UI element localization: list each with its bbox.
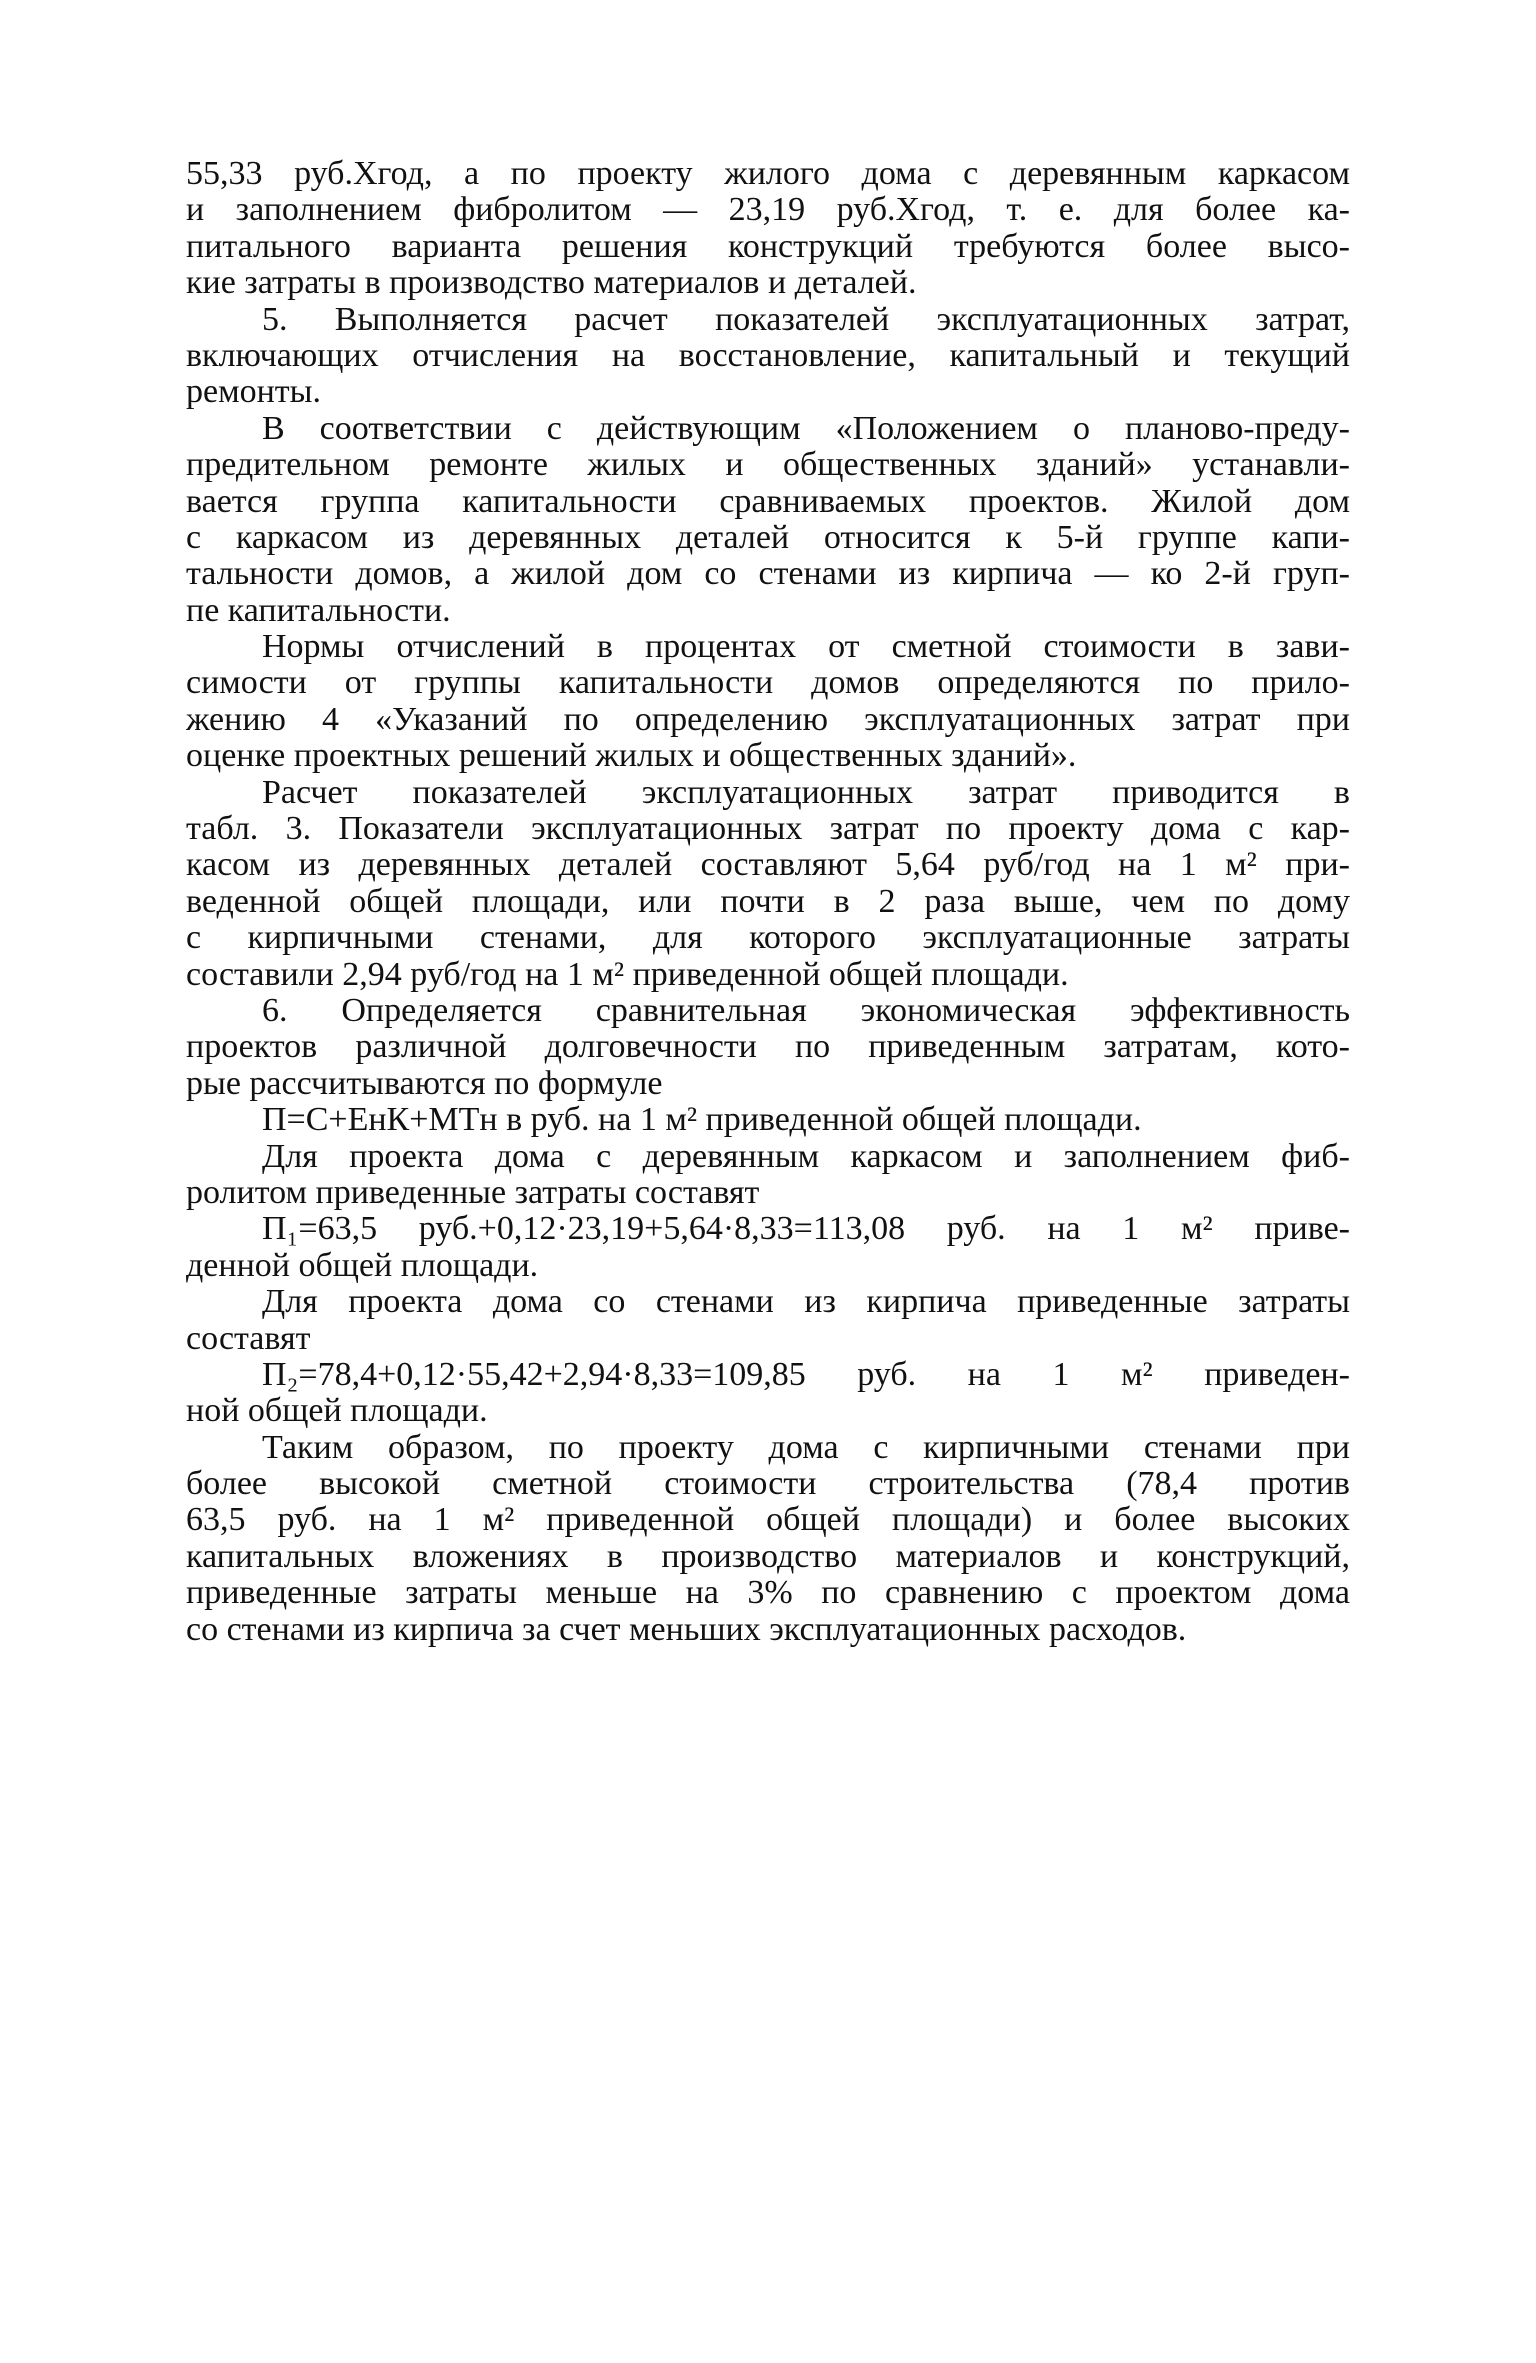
text-line: табл. 3. Показатели эксплуатационных затрат по проекту дома с кар- [186, 811, 1350, 848]
text-line: с кирпичными стенами, для которого эксплуатационные затраты [186, 920, 1350, 957]
text-line: веденной общей площади, или почти в 2 раза выше, чем по дому [186, 883, 1350, 920]
text-line: пе капитальности. [186, 592, 451, 629]
text-line: Расчет показателей эксплуатационных затрат приводится в [262, 774, 1350, 811]
formula-line: ной общей площади. [186, 1393, 488, 1430]
text-line: Для проекта дома с деревянным каркасом и заполнением фиб- [262, 1138, 1350, 1175]
text-line: с каркасом из деревянных деталей относится к 5-й группе капи- [186, 519, 1350, 556]
text-line: кие затраты в производство материалов и деталей. [186, 265, 917, 302]
text-line: 5. Выполняется расчет показателей эксплуатационных затрат, [262, 301, 1350, 338]
text-line: 55,33 руб.Хгод, а по проекту жилого дома с деревянным каркасом [186, 156, 1350, 192]
text-line: составят [186, 1320, 311, 1357]
text-line: ремонты. [186, 374, 322, 411]
formula-line: П₁=63,5 руб.+0,12·23,19+5,64·8,33=113,08 руб. на 1 м² приве- [262, 1211, 1350, 1248]
text-line: 63,5 руб. на 1 м² приведенной общей площади) и более высоких [186, 1502, 1350, 1539]
text-line: проектов различной долговечности по приведенным затратам, кото- [186, 1029, 1350, 1066]
text-line: включающих отчисления на восстановление, капитальный и текущий [186, 337, 1350, 374]
formula-line: П=С+ЕнК+МТн в руб. на 1 м² приведенной общей площади. [262, 1102, 1142, 1139]
text-line: вается группа капитальности сравниваемых проектов. Жилой дом [186, 483, 1350, 520]
text-line: оценке проектных решений жилых и общественных зданий». [186, 738, 1077, 775]
text-line: приведенные затраты меньше на 3% по сравнению с проектом дома [186, 1575, 1350, 1612]
text-line: капитальных вложениях в производство материалов и конструкций, [186, 1538, 1350, 1575]
formula-line: П₂=78,4+0,12·55,42+2,94·8,33=109,85 руб. на 1 м² приведен- [262, 1356, 1350, 1393]
text-line: 6. Определяется сравнительная экономическая эффективность [262, 992, 1350, 1029]
text-line: предительном ремонте жилых и общественных зданий» устанавли- [186, 447, 1350, 484]
text-line: питального варианта решения конструкций требуются более высо- [186, 228, 1350, 265]
text-line: симости от группы капитальности домов определяются по прило- [186, 665, 1350, 702]
text-line: жению 4 «Указаний по определению эксплуатационных затрат при [186, 701, 1350, 738]
text-line: Для проекта дома со стенами из кирпича приведенные затраты [262, 1284, 1350, 1321]
text-line: В соответствии с действующим «Положением о планово-преду- [262, 410, 1350, 447]
text-line: Таким образом, по проекту дома с кирпичными стенами при [262, 1429, 1350, 1466]
text-line: Нормы отчислений в процентах от сметной стоимости в зави- [262, 629, 1350, 666]
formula-line: денной общей площади. [186, 1247, 539, 1284]
text-line: более высокой сметной стоимости строительства (78,4 против [186, 1466, 1350, 1503]
text-line: касом из деревянных деталей составляют 5,64 руб/год на 1 м² при- [186, 847, 1350, 884]
text-line: со стенами из кирпича за счет меньших эксплуатационных расходов. [186, 1611, 1187, 1648]
body-text [186, 156, 1350, 1648]
text-line: тальности домов, а жилой дом со стенами из кирпича — ко 2-й груп- [186, 556, 1350, 593]
text-line: рые рассчитываются по формуле [186, 1065, 663, 1102]
text-line: составили 2,94 руб/год на 1 м² приведенной общей площади. [186, 956, 1069, 993]
text-line: и заполнением фибролитом — 23,19 руб.Хгод, т. е. для более ка- [186, 192, 1350, 229]
text-line: ролитом приведенные затраты составят [186, 1174, 760, 1211]
